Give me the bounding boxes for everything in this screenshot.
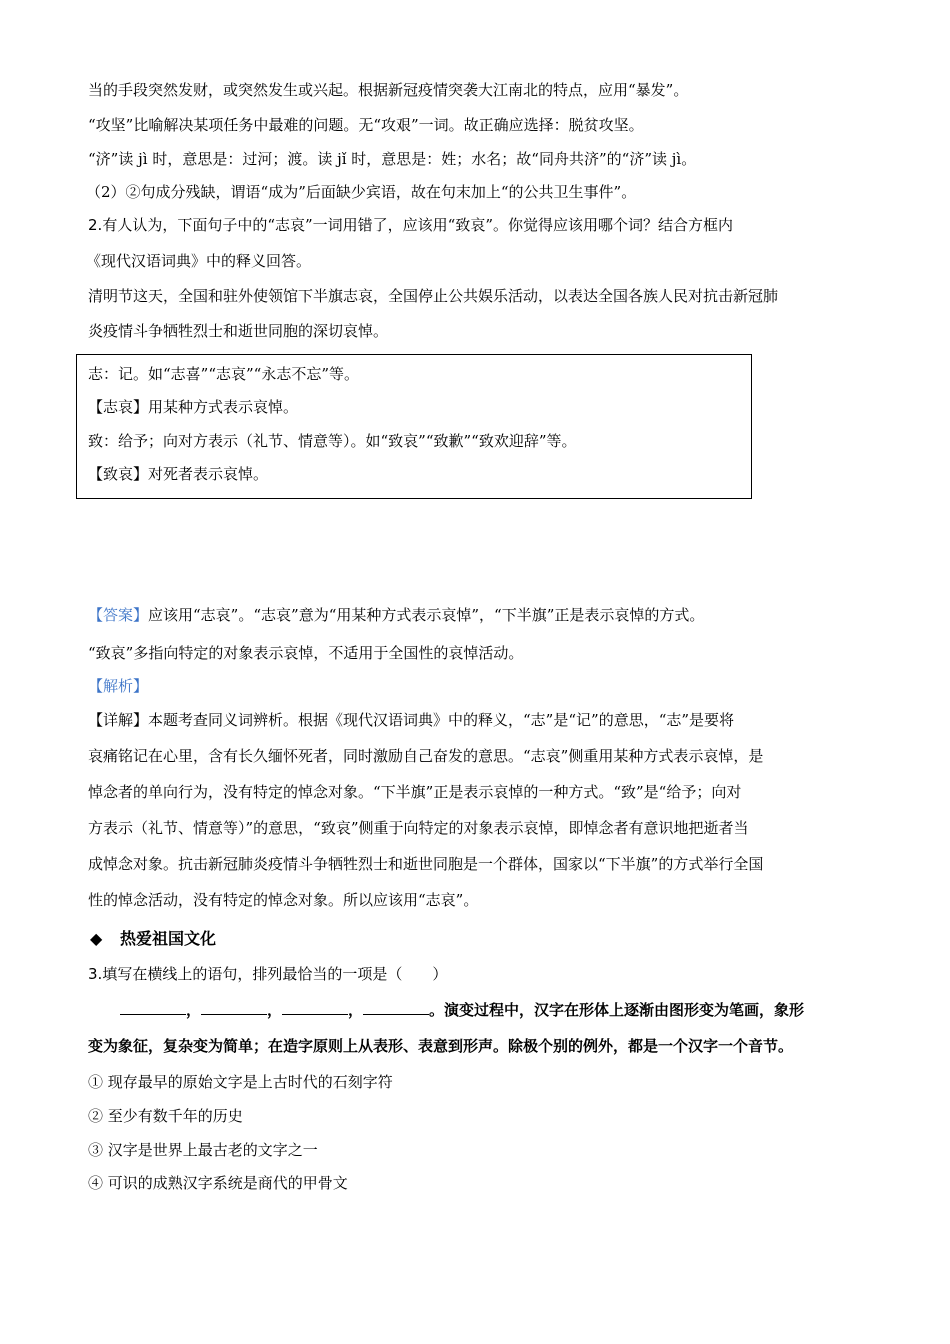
answer-blank-3[interactable] <box>282 1000 348 1015</box>
detail-line-2: 哀痛铭记在心里，含有长久缅怀死者，同时激励自己奋发的意思。“志哀”侧重用某种方式表示哀悼，是 <box>88 747 764 765</box>
answer-blank-2[interactable] <box>201 1000 267 1015</box>
q3-passage-line-1: ， ， ， 。演变过程中，汉字在形体上逐渐由图形变为笔画，象形 <box>120 1000 804 1020</box>
section-title: 热爱祖国文化 <box>120 929 217 948</box>
q2-sentence-line-2: 炎疫情斗争牺牲烈士和逝世同胞的深切哀悼。 <box>88 322 389 340</box>
box-line-3: 致：给予；向对方表示（礼节、情意等）。如“致哀”“致歉”“致欢迎辞”等。 <box>88 432 577 450</box>
q2-sentence-line-1: 清明节这天，全国和驻外使领馆下半旗志哀，全国停止公共娱乐活动，以表达全国各族人民对抗击新冠肺 <box>88 287 779 305</box>
q2-stem-line-1 <box>88 215 733 235</box>
detail-line-5: 成悼念对象。抗击新冠肺炎疫情斗争牺牲烈士和逝世同胞是一个群体，国家以“下半旗”的方式举行全国 <box>88 855 764 873</box>
q3-option-4: ④ 可识的成熟汉字系统是商代的甲骨文 <box>88 1174 348 1192</box>
answer-blank-4[interactable] <box>363 1000 429 1015</box>
answer-tag: 【答案】 <box>88 606 149 624</box>
analysis-tag: 【解析】 <box>88 677 149 695</box>
detail-line-4: 方表示（礼节、情意等）”的意思，“致哀”侧重于向特定的对象表示哀悼，即悼念者有意识地把逝者当 <box>88 819 749 837</box>
detail-text-1: 本题考查同义词辨析。根据《现代汉语词典》中的释义，“志”是“记”的意思，“志”是要将 <box>148 711 735 729</box>
prev-line-2: “攻坚”比喻解决某项任务中最难的问题。无“攻艰”一词。故正确应选择：脱贫攻坚。 <box>88 116 644 134</box>
q3-option-3: ③ 汉字是世界上最古老的文字之一 <box>88 1141 318 1159</box>
q3-number: 3. <box>88 965 103 983</box>
q3-option-1: ① 现存最早的原始文字是上古时代的石刻字符 <box>88 1073 393 1091</box>
q2-stem-line-2: 《现代汉语词典》中的释义回答。 <box>86 252 312 270</box>
detail-line-1 <box>88 710 734 730</box>
answer-blank-1[interactable] <box>120 1000 186 1015</box>
answer-line-2: “致哀”多指向特定的对象表示哀悼，不适用于全国性的哀悼活动。 <box>88 644 524 662</box>
diamond-bullet-icon: ◆ <box>90 929 103 948</box>
detail-tag: 【详解】 <box>88 711 149 729</box>
answer-text-1: 应该用“志哀”。“志哀”意为“用某种方式表示哀悼”，“下半旗”正是表示哀悼的方式。 <box>148 606 705 624</box>
prev-line-3: “济”读 jì 时，意思是：过河；渡。读 jǐ 时，意思是：姓；水名；故“同舟共济”的“济”读 jì。 <box>88 150 697 168</box>
q3-passage-tail: 。演变过程中，汉字在形体上逐渐由图形变为笔画，象形 <box>429 1001 805 1019</box>
q2-number: 2. <box>88 216 103 234</box>
q3-passage-line-2: 变为象征，复杂变为简单；在造字原则上从表形、表意到形声。除极个别的例外，都是一个汉字一个音节。 <box>88 1037 794 1055</box>
prev-line-1: 当的手段突然发财，或突然发生或兴起。根据新冠疫情突袭大江南北的特点，应用“暴发”。 <box>88 81 689 99</box>
box-line-4: 【致哀】对死者表示哀悼。 <box>88 465 269 483</box>
section-heading <box>90 928 216 950</box>
detail-line-6: 性的悼念活动，没有特定的悼念对象。所以应该用“志哀”。 <box>88 891 479 909</box>
dictionary-definition-box <box>76 354 752 499</box>
box-line-2: 【志哀】用某种方式表示哀悼。 <box>88 398 299 416</box>
prev-line-4: （2）②句成分残缺，谓语“成为”后面缺少宾语，故在句末加上“的公共卫生事件”。 <box>86 183 637 201</box>
answer-line-1 <box>88 605 704 625</box>
q3-stem-text: 填写在横线上的语句，排列最恰当的一项是（ ） <box>102 965 448 983</box>
box-line-1: 志：记。如“志喜”“志哀”“永志不忘”等。 <box>88 365 360 383</box>
q2-stem-text: 有人认为，下面句子中的“志哀”一词用错了，应该用“致哀”。你觉得应该用哪个词？结合方框内 <box>102 216 733 234</box>
detail-line-3: 悼念者的单向行为，没有特定的悼念对象。“下半旗”正是表示哀悼的一种方式。“致”是“给予；向对 <box>88 783 742 801</box>
q3-option-2: ② 至少有数千年的历史 <box>88 1107 243 1125</box>
q3-stem-line <box>88 964 447 984</box>
